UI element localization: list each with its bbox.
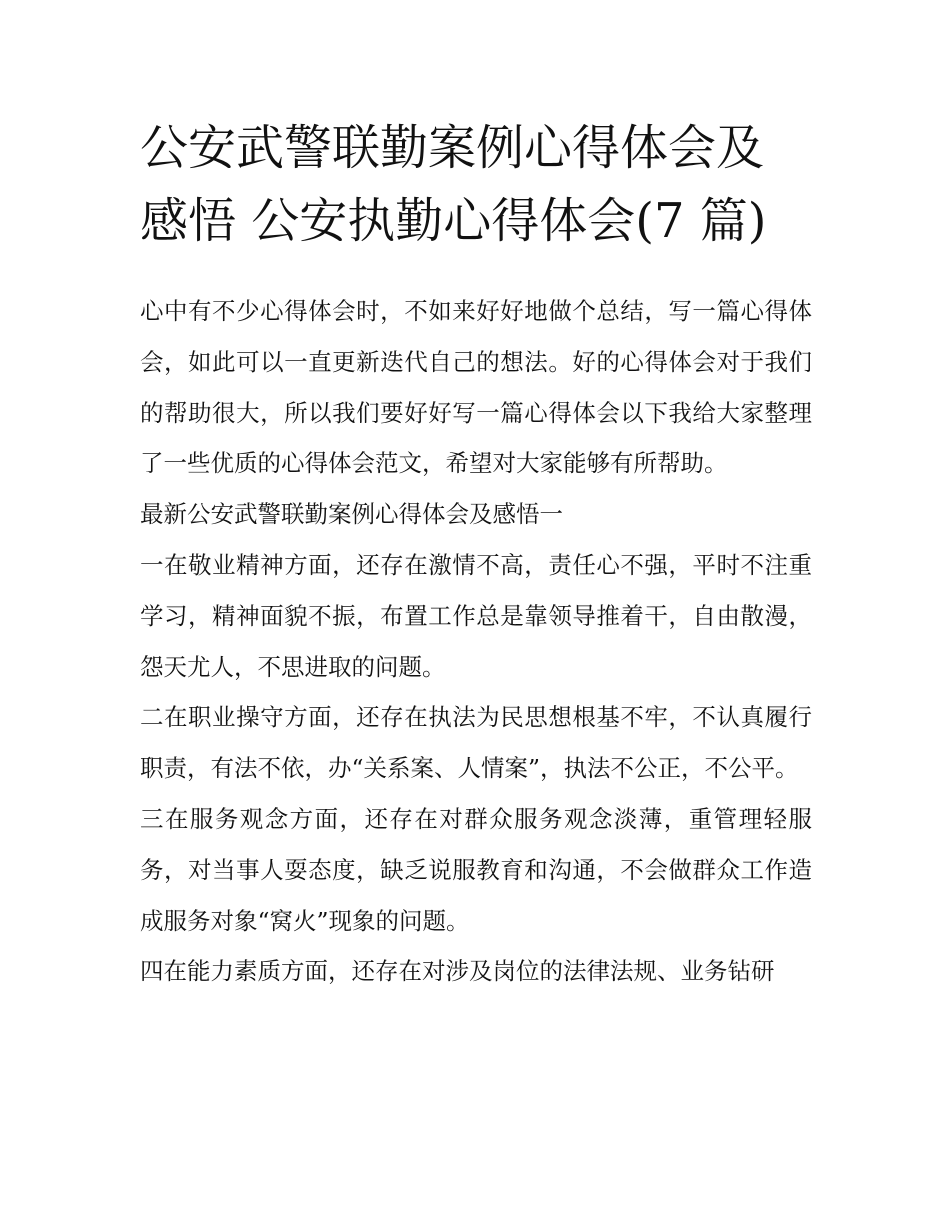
paragraph-item-3: 三在服务观念方面，还存在对群众服务观念淡薄，重管理轻服务，对当事人耍态度，缺乏说服教育和沟通，不会做群众工作造成服务对象“窝火”现象的问题。 — [140, 804, 812, 935]
title-line-1: 公安武警联勤案例心得体会及 — [140, 120, 765, 176]
section-heading: 最新公安武警联勤案例心得体会及感悟一 — [140, 500, 563, 529]
paragraph-item-2: 二在职业操守方面，还存在执法为民思想根基不牢，不认真履行职责，有法不依，办“关系案、人情案”，执法不公正，不公平。 — [140, 703, 812, 783]
paragraph-item-4: 四在能力素质方面，还存在对涉及岗位的法律法规、业务钻研 — [140, 957, 775, 986]
paragraph-item-1: 一在敬业精神方面，还存在激情不高，责任心不强，平时不注重学习，精神面貌不振，布置工作总是靠领导推着干，自由散漫，怨天尤人，不思进取的问题。 — [140, 550, 812, 681]
title-line-2: 感悟 公安执勤心得体会(7 篇) — [140, 193, 767, 249]
document-page — [140, 112, 812, 997]
document-body — [140, 286, 812, 997]
intro-paragraph: 心中有不少心得体会时，不如来好好地做个总结，写一篇心得体会，如此可以一直更新迭代自己的想法。好的心得体会对于我们的帮助很大，所以我们要好好写一篇心得体会以下我给大家整理了一些优质的心得体会范文，希望对大家能够有所帮助。 — [140, 297, 812, 478]
document-title — [140, 112, 812, 258]
